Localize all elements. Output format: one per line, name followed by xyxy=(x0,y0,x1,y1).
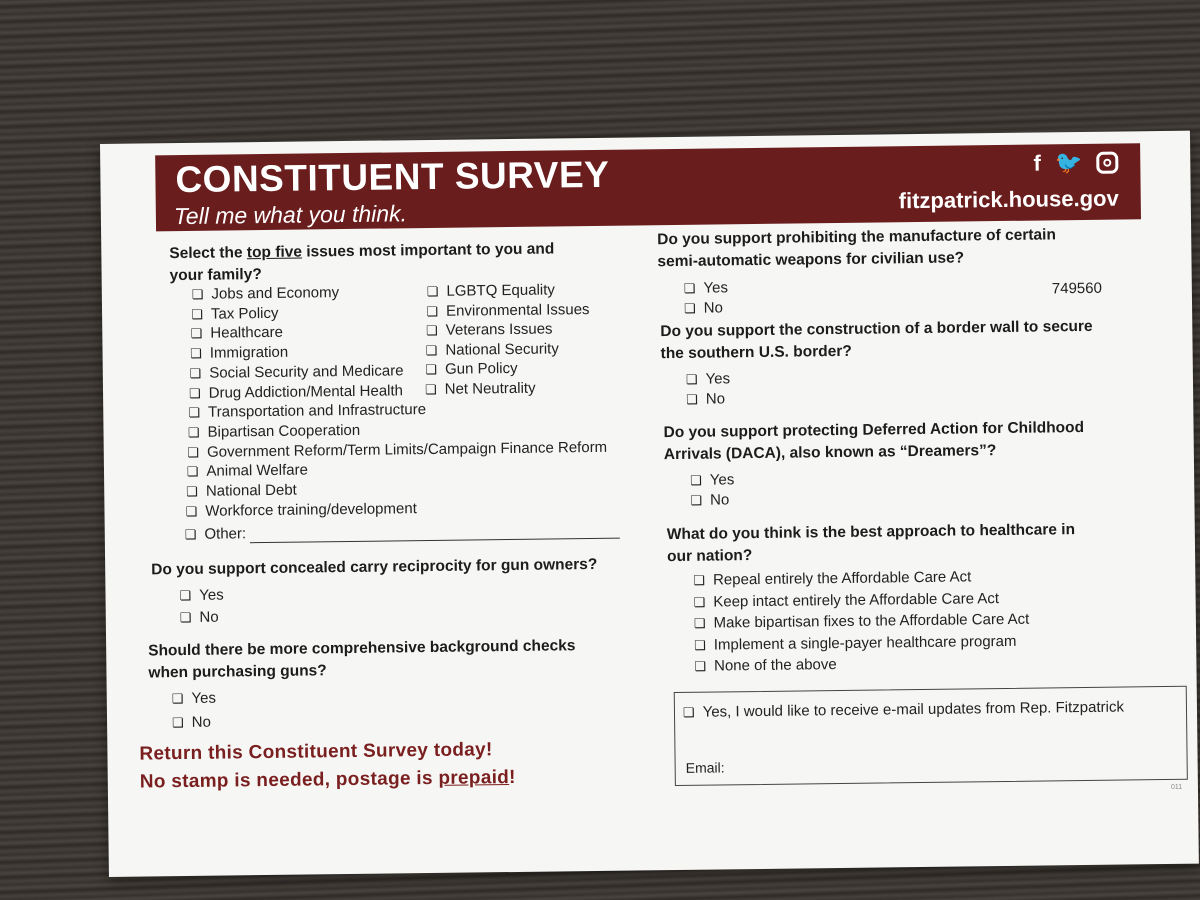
q4-line1: Do you support prohibiting the manufacture of certain xyxy=(657,226,1056,249)
q1-option[interactable]: ❏ National Debt xyxy=(186,481,297,501)
q5-question xyxy=(660,316,1093,365)
q7-question xyxy=(667,519,1076,568)
facebook-icon: f xyxy=(1033,150,1042,176)
q3-yes-option[interactable]: ❏ Yes xyxy=(172,689,216,709)
q4-no-option[interactable]: ❏ No xyxy=(684,298,723,317)
email-label: Email: xyxy=(685,759,725,776)
q1-line2: your family? xyxy=(169,266,262,285)
q1-option[interactable]: ❏ Workforce training/development xyxy=(186,499,417,521)
q5-line1: Do you support the construction of a border wall to secure xyxy=(660,317,1093,341)
q7-options xyxy=(100,131,1190,144)
q6-line2: Arrivals (DACA), also known as “Dreamers”? xyxy=(663,442,997,464)
q1-emphasis: top five xyxy=(246,243,303,262)
q7-option[interactable]: ❏ None of the above xyxy=(694,655,836,676)
q1-option[interactable]: ❏ Net Neutrality xyxy=(425,378,536,398)
q1-option[interactable]: ❏ LGBTQ Equality xyxy=(427,280,555,301)
q7-option[interactable]: ❏ Repeal entirely the Affordable Care Act xyxy=(693,567,971,589)
q2-no-option[interactable]: ❏ No xyxy=(180,608,219,627)
q3-line2: when purchasing guns? xyxy=(148,662,327,682)
q7-line1: What do you think is the best approach to healthcare in xyxy=(666,521,1076,544)
q1-other-label: Other: xyxy=(204,525,247,543)
q1-option[interactable]: ❏ National Security xyxy=(426,339,559,360)
twitter-icon: 🐦 xyxy=(1054,150,1083,176)
serial-number: 749560 xyxy=(1051,279,1103,298)
q7-line2: our nation? xyxy=(666,547,753,566)
q1-option[interactable]: ❏ Drug Addiction/Mental Health xyxy=(189,381,403,403)
q6-line1: Do you support protecting Deferred Action for Childhood xyxy=(663,418,1085,442)
q1-question xyxy=(169,238,555,287)
q7-option[interactable]: ❏ Make bipartisan fixes to the Affordable Care Act xyxy=(694,610,1030,633)
q6-no-option[interactable]: ❏ No xyxy=(690,490,729,509)
q1-other-line[interactable] xyxy=(250,524,620,544)
q1-option[interactable]: ❏ Veterans Issues xyxy=(426,319,553,340)
q1-option[interactable]: ❏ Government Reform/Term Limits/Campaign Finance Reform xyxy=(187,437,607,461)
q7-option[interactable]: ❏ Keep intact entirely the Affordable Care Act xyxy=(694,589,1000,612)
q1-option[interactable]: ❏ Healthcare xyxy=(191,323,283,343)
q4-yes-option[interactable]: ❏ Yes xyxy=(684,278,728,298)
q1-prefix: Select the xyxy=(169,244,247,263)
q1-option[interactable]: ❏ Animal Welfare xyxy=(187,461,308,481)
q1-option[interactable]: ❏ Jobs and Economy xyxy=(192,283,339,304)
q1-option[interactable]: ❏ Tax Policy xyxy=(191,304,278,324)
return-line2-prefix: No stamp is needed, postage is xyxy=(139,767,439,793)
email-updates-box xyxy=(674,686,1188,786)
survey-tagline: Tell me what you think. xyxy=(173,200,408,230)
instagram-icon xyxy=(1096,152,1118,174)
social-icons xyxy=(1033,150,1118,177)
q1-option[interactable]: ❏ Gun Policy xyxy=(425,359,517,379)
website-url: fitzpatrick.house.gov xyxy=(898,185,1119,214)
q1-options-left xyxy=(100,131,1190,144)
return-notice xyxy=(139,736,516,797)
return-line1: Return this Constituent Survey today! xyxy=(139,739,493,765)
q1-option[interactable]: ❏ Environmental Issues xyxy=(426,300,589,321)
q5-yes-option[interactable]: ❏ Yes xyxy=(686,369,730,389)
survey-title: CONSTITUENT SURVEY xyxy=(175,153,610,201)
q3-question xyxy=(148,635,576,684)
q6-question xyxy=(663,417,1084,466)
return-line2-suffix: ! xyxy=(508,766,516,789)
survey-card xyxy=(100,131,1199,877)
q7-option[interactable]: ❏ Implement a single-payer healthcare program xyxy=(694,631,1017,654)
q5-line2: the southern U.S. border? xyxy=(660,342,852,363)
form-code: 011 xyxy=(1170,783,1183,791)
q1-suffix: issues most important to you and xyxy=(301,240,555,261)
q1-option[interactable]: ❏ Transportation and Infrastructure xyxy=(188,400,426,422)
q3-no-option[interactable]: ❏ No xyxy=(172,713,211,732)
q4-line2: semi-automatic weapons for civilian use? xyxy=(657,249,965,271)
q6-yes-option[interactable]: ❏ Yes xyxy=(690,470,734,490)
return-line2-emphasis: prepaid xyxy=(438,767,510,789)
q1-option[interactable]: ❏ Immigration xyxy=(190,343,288,363)
q2-question: Do you support concealed carry reciprocity for gun owners? xyxy=(151,555,598,579)
q1-option[interactable]: ❏ Social Security and Medicare xyxy=(189,361,403,383)
survey-header xyxy=(155,143,1141,231)
q3-line1: Should there be more comprehensive background checks xyxy=(148,637,576,660)
email-optin-option[interactable]: ❏ Yes, I would like to receive e-mail updates from Rep. Fitzpatrick xyxy=(683,698,1124,722)
q5-no-option[interactable]: ❏ No xyxy=(686,389,725,408)
q1-options-right xyxy=(100,131,1190,144)
q4-question xyxy=(657,224,1056,273)
q1-option[interactable]: ❏ Bipartisan Cooperation xyxy=(188,421,360,442)
q2-yes-option[interactable]: ❏ Yes xyxy=(179,586,223,606)
q1-other-option[interactable] xyxy=(185,520,621,544)
